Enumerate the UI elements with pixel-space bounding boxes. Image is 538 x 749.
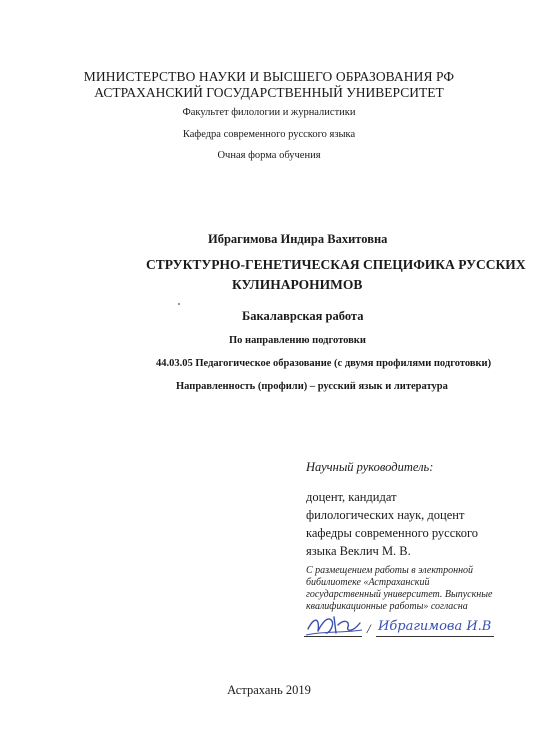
- signature-name: Ибрагимова И.В: [378, 619, 492, 634]
- consent-line: С размещением работы в электронной: [306, 565, 474, 576]
- study-form: Очная форма обучения: [217, 150, 321, 161]
- university-name: АСТРАХАНСКИЙ ГОСУДАРСТВЕННЫЙ УНИВЕРСИТЕТ: [94, 85, 444, 100]
- department-name: Кафедра современного русского языка: [182, 129, 356, 140]
- supervisor-line: доцент, кандидат: [306, 490, 397, 504]
- scan-speck: [178, 303, 180, 305]
- signature-separator: /: [367, 621, 371, 636]
- consent-line: квалификационные работы» согласна: [306, 601, 468, 612]
- signature-line: [304, 636, 362, 637]
- direction-label: По направлению подготовки: [229, 335, 366, 346]
- handwritten-signature: [304, 611, 364, 639]
- supervisor-line: кафедры современного русского: [306, 526, 479, 540]
- author-name: Ибрагимова Индира Вахитовна: [208, 232, 388, 246]
- supervisor-label: Научный руководитель:: [306, 460, 434, 474]
- supervisor-line: языка Веклич М. В.: [306, 544, 411, 558]
- thesis-title-line-2: КУЛИНАРОНИМОВ: [232, 277, 363, 292]
- work-type: Бакалаврская работа: [242, 309, 364, 323]
- direction-profile: Направленность (профили) – русский язык и литература: [176, 381, 448, 392]
- faculty-name: Факультет филологии и журналистики: [182, 107, 356, 118]
- thesis-title-line-1: СТРУКТУРНО-ГЕНЕТИЧЕСКАЯ СПЕЦИФИКА РУССКИХ: [146, 257, 526, 272]
- consent-line: государственный университет. Выпускные: [306, 589, 493, 600]
- supervisor-line: филологических наук, доцент: [306, 508, 465, 522]
- ministry-name: МИНИСТЕРСТВО НАУКИ И ВЫСШЕГО ОБРАЗОВАНИЯ РФ: [83, 69, 455, 84]
- city-year: Астрахань 2019: [227, 683, 311, 697]
- consent-line: бибилиотеке «Астраханский: [306, 577, 430, 588]
- signature-name-line: [376, 636, 494, 637]
- direction-code: 44.03.05 Педагогическое образование (с двумя профилями подготовки): [156, 358, 492, 369]
